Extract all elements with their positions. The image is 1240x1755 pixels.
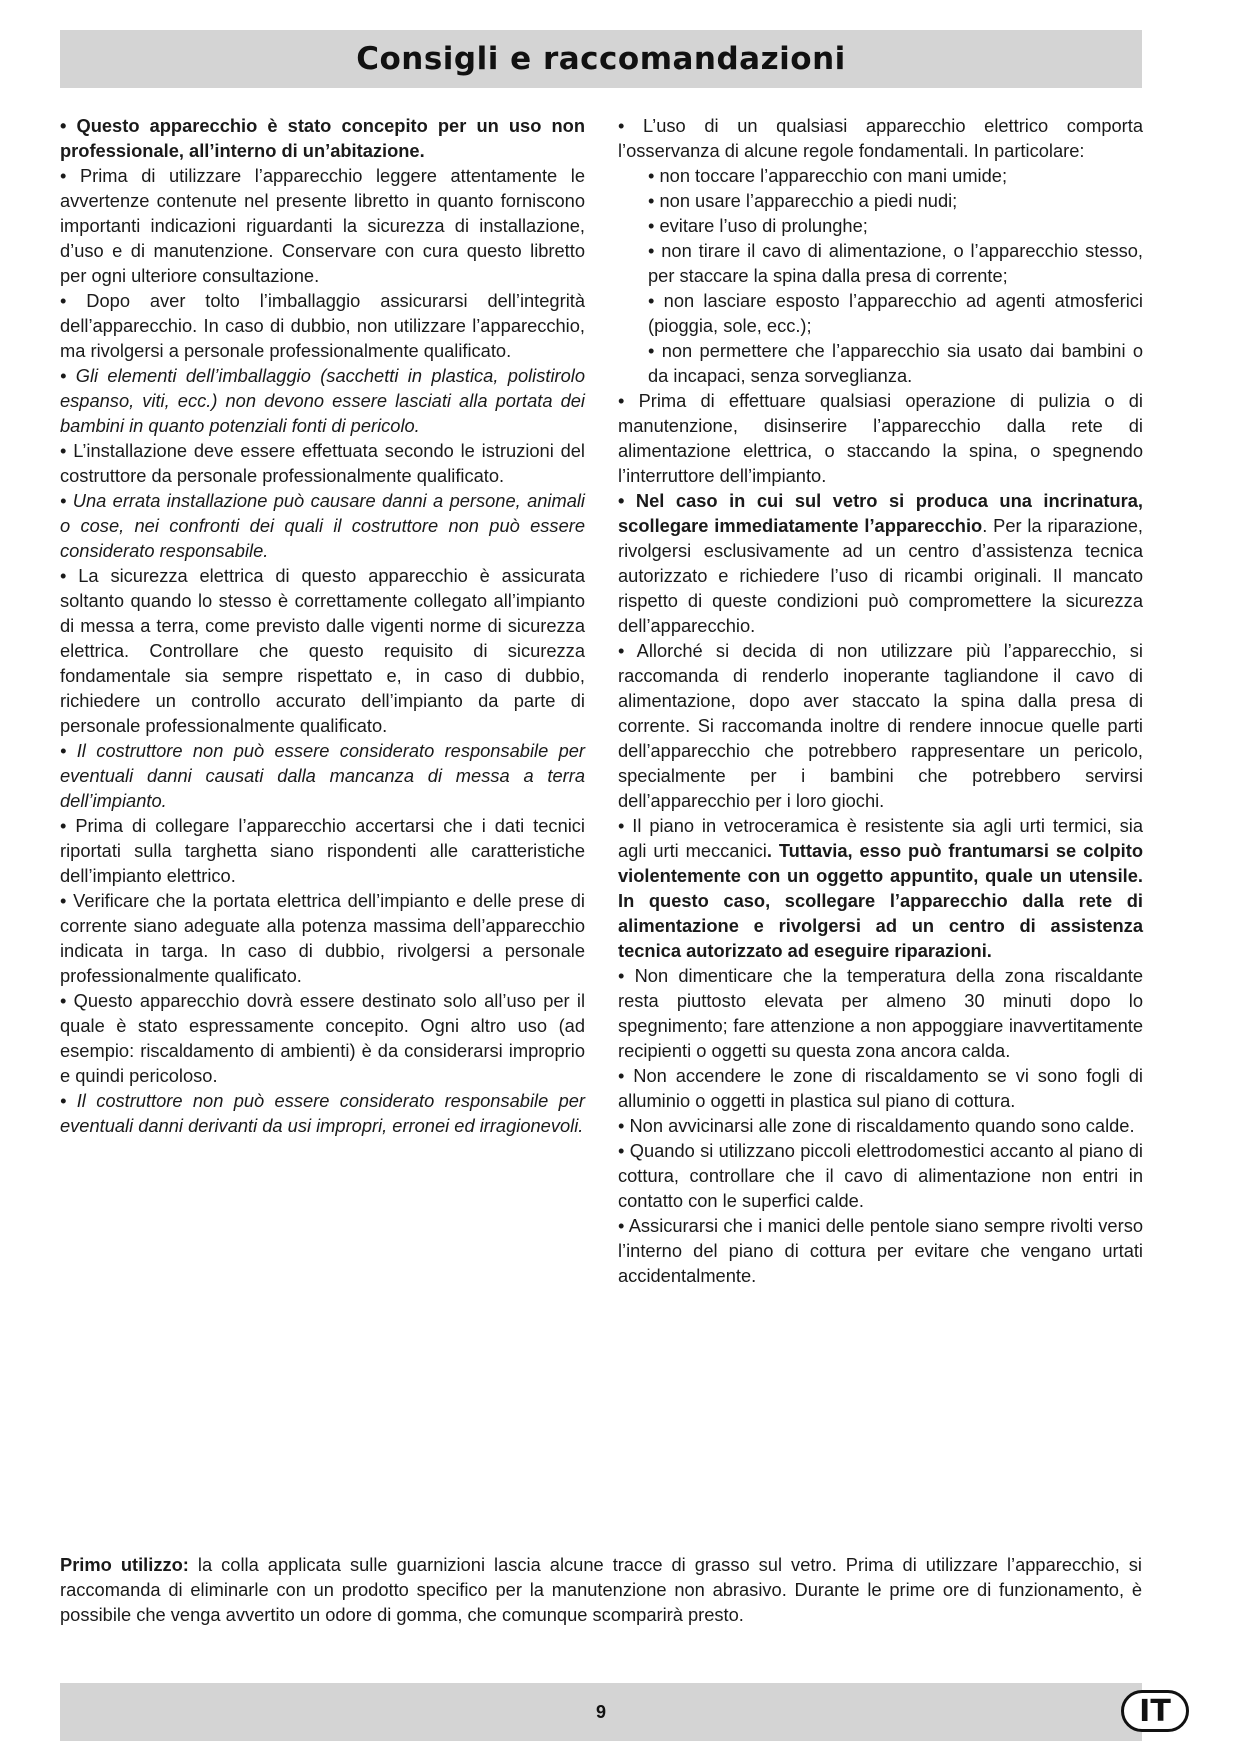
- text-run: • non usare l’apparecchio a piedi nudi;: [648, 190, 958, 211]
- right-column: [618, 113, 1143, 1288]
- left-paragraph: • Prima di utilizzare l’apparecchio leggere attentamente le avvertenze contenute nel presente libretto in quanto forniscono importanti indicazioni riguardanti la sicurezza di installazione, d’uso e di manutenzione. Conservare con cura questo libretto per ogni ulteriore consultazione.: [60, 165, 585, 286]
- right-paragraph: [618, 1113, 1143, 1138]
- bold-run: • Nel caso in cui sul vetro si produca una incrinatura, scollegare immediatamente l’apparecchio: [618, 490, 1143, 536]
- left-paragraph: • L’installazione deve essere effettuata secondo le istruzioni del costruttore da personale professionalmente qualificato.: [60, 440, 585, 486]
- right-paragraph: [618, 1138, 1143, 1213]
- left-paragraph: • Gli elementi dell’imballaggio (sacchetti in plastica, polistirolo espanso, viti, ecc.) non devono essere lasciati alla portata dei bambini in quanto potenziali fonti di pericolo.: [60, 365, 585, 436]
- text-run: • Assicurarsi che i manici delle pentole siano sempre rivolti verso l’interno del piano di cottura per evitare che vengano urtati accidentalmente.: [618, 1215, 1143, 1286]
- right-paragraph: [618, 963, 1143, 1063]
- left-paragraph: • Il costruttore non può essere considerato responsabile per eventuali danni causati dalla mancanza di messa a terra dell’impianto.: [60, 740, 585, 811]
- left-paragraph: • Dopo aver tolto l’imballaggio assicurarsi dell’integrità dell’apparecchio. In caso di dubbio, non utilizzare l’apparecchio, ma rivolgersi a personale professionalmente qualificato.: [60, 290, 585, 361]
- bold-run: . Tuttavia, esso può frantumarsi se colpito violentemente con un oggetto appuntito, quale un utensile. In questo caso, scollegare l’apparecchio dalla rete di alimentazione e rivolgersi ad un centro di assistenza tecnica autorizzato ad eseguire riparazioni.: [618, 840, 1143, 961]
- left-column: [60, 113, 585, 1138]
- left-paragraph: • Il costruttore non può essere considerato responsabile per eventuali danni derivanti da usi impropri, erronei ed irragionevoli.: [60, 1090, 585, 1136]
- left-paragraph: • Prima di collegare l’apparecchio accertarsi che i dati tecnici riportati sulla targhetta siano rispondenti alle caratteristiche dell’impianto elettrico.: [60, 815, 585, 886]
- rule-list-item: [618, 288, 1143, 338]
- page-title: Consigli e raccomandazioni: [356, 41, 846, 77]
- right-paragraph: [618, 1213, 1143, 1288]
- rule-list-item: [618, 163, 1143, 188]
- text-run: • Il piano in vetroceramica è resistente sia agli urti termici, sia agli urti meccanici: [618, 815, 1143, 861]
- rule-list-item: [618, 213, 1143, 238]
- rule-list-item: [618, 238, 1143, 288]
- text-run: • Non accendere le zone di riscaldamento se vi sono fogli di alluminio o oggetti in plastica sul piano di cottura.: [618, 1065, 1143, 1111]
- page-number: 9: [595, 1702, 606, 1722]
- rule-list-item: [618, 338, 1143, 388]
- left-paragraph: • Verificare che la portata elettrica dell’impianto e delle prese di corrente siano adeguate alla potenza massima dell’apparecchio indicata in targa. In caso di dubbio, rivolgersi a personale professionalmente qualificato.: [60, 890, 585, 986]
- text-run: • Non avvicinarsi alle zone di riscaldamento quando sono calde.: [618, 1115, 1135, 1136]
- right-paragraph: [618, 388, 1143, 488]
- text-run: • evitare l’uso di prolunghe;: [648, 215, 868, 236]
- left-paragraph: • Questo apparecchio dovrà essere destinato solo all’uso per il quale è stato espressamente concepito. Ogni altro uso (ad esempio: riscaldamento di ambienti) è da considerarsi improprio e quindi pericoloso.: [60, 990, 585, 1086]
- title-bar: [60, 30, 1142, 88]
- text-run: • Allorché si decida di non utilizzare più l’apparecchio, si raccomanda di renderlo inoperante tagliandone il cavo di alimentazione, dopo aver staccato la spina dalla presa di corrente. Si raccomanda inoltre di rendere innocue quelle parti dell’apparecchio che potrebbero rappresentare un pericolo, specialmente per i bambini che potrebbero servirsi dell’apparecchio per i loro giochi.: [618, 640, 1143, 811]
- text-run: • Prima di effettuare qualsiasi operazione di pulizia o di manutenzione, disinserire l’apparecchio dalla rete di alimentazione elettrica, o staccando la spina, o spegnendo l’interruttore dell’impianto.: [618, 390, 1143, 486]
- text-run: • Non dimenticare che la temperatura della zona riscaldante resta piuttosto elevata per almeno 30 minuti dopo lo spegnimento; fare attenzione a non appoggiare inavvertitamente recipienti o oggetti su questa zona ancora calda.: [618, 965, 1143, 1061]
- right-paragraph: [618, 638, 1143, 813]
- right-paragraph: [618, 1063, 1143, 1113]
- right-paragraph: [618, 488, 1143, 638]
- text-run: • non tirare il cavo di alimentazione, o l’apparecchio stesso, per staccare la spina dalla presa di corrente;: [648, 240, 1143, 286]
- text-run: • non permettere che l’apparecchio sia usato dai bambini o da incapaci, senza sorveglianza.: [648, 340, 1143, 386]
- text-run: • non toccare l’apparecchio con mani umide;: [648, 165, 1008, 186]
- footer-bar: [60, 1683, 1171, 1741]
- rule-list-item: [618, 188, 1143, 213]
- primo-utilizzo-note: [60, 1552, 1142, 1627]
- left-paragraph: • Una errata installazione può causare danni a persone, animali o cose, nei confronti dei quali il costruttore non può essere considerato responsabile.: [60, 490, 585, 561]
- right-paragraph: [618, 813, 1143, 963]
- left-paragraph: • Questo apparecchio è stato concepito per un uso non professionale, all’interno di un’abitazione.: [60, 115, 585, 161]
- text-run: . Per la riparazione, rivolgersi esclusivamente ad un centro d’assistenza tecnica autorizzato e richiedere l’uso di ricambi originali. Il mancato rispetto di queste condizioni può compromettere la sicurezza dell’apparecchio.: [618, 515, 1143, 636]
- primo-utilizzo-label: Primo utilizzo:: [60, 1554, 189, 1575]
- right-paragraph: [618, 113, 1143, 163]
- primo-utilizzo-text: la colla applicata sulle guarnizioni lascia alcune tracce di grasso sul vetro. Prima di utilizzare l’apparecchio, si raccomanda di eliminarle con un prodotto specifico per la manutenzione non abrasivo. Durante le prime ore di funzionamento, è possibile che venga avvertito un odore di gomma, che comunque scomparirà presto.: [60, 1554, 1142, 1625]
- language-badge: IT: [1121, 1690, 1189, 1732]
- text-run: • L’uso di un qualsiasi apparecchio elettrico comporta l’osservanza di alcune regole fondamentali. In particolare:: [618, 115, 1143, 161]
- text-run: • Quando si utilizzano piccoli elettrodomestici accanto al piano di cottura, controllare che il cavo di alimentazione non entri in contatto con le superfici calde.: [618, 1140, 1143, 1211]
- left-paragraph: • La sicurezza elettrica di questo apparecchio è assicurata soltanto quando lo stesso è correttamente collegato all’impianto di messa a terra, come previsto dalle vigenti norme di sicurezza elettrica. Controllare che questo requisito di sicurezza fondamentale sia sempre rispettato e, in caso di dubbio, richiedere un controllo accurato dell’impianto da parte di personale professionalmente qualificato.: [60, 565, 585, 736]
- text-run: • non lasciare esposto l’apparecchio ad agenti atmosferici (pioggia, sole, ecc.);: [648, 290, 1143, 336]
